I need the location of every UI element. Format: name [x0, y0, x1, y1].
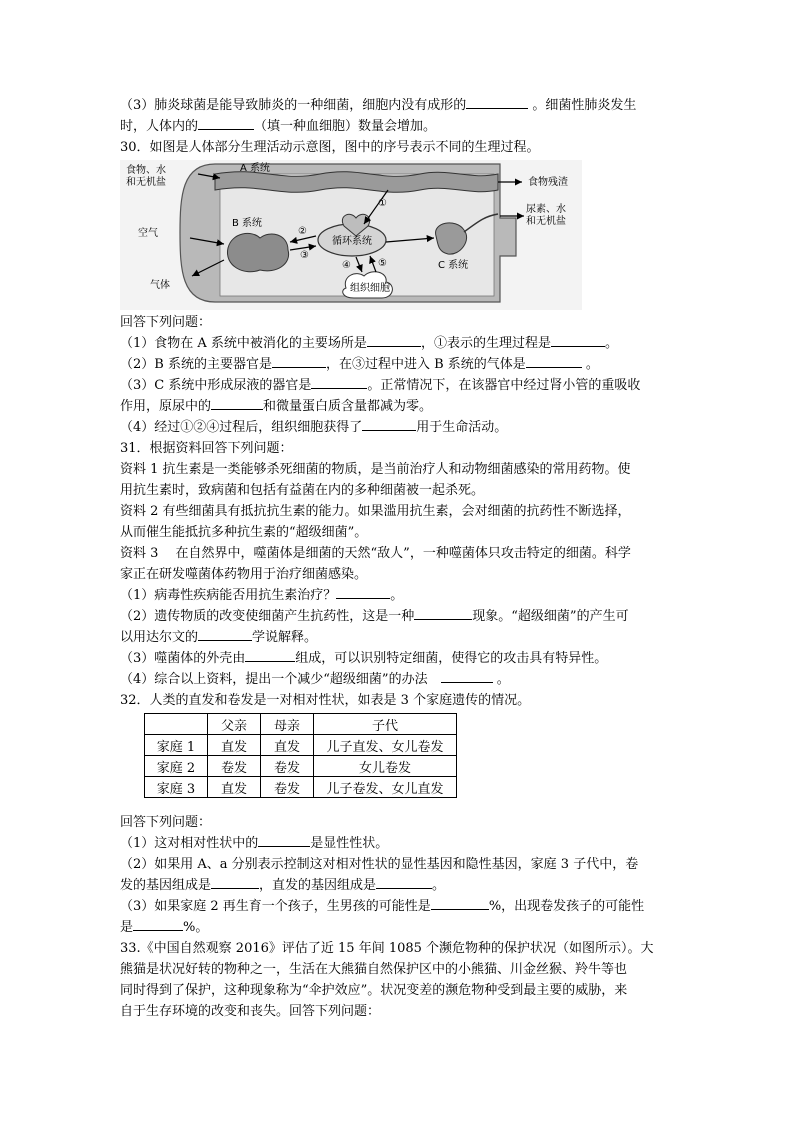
label-num-5: ⑤ [378, 258, 387, 269]
label-num-3: ③ [300, 250, 309, 261]
label-num-2: ② [298, 226, 307, 237]
answer-blank[interactable] [441, 669, 493, 683]
table-row [145, 777, 457, 798]
q31-material-2b: 从而催生能抵抗多种抗生素的“超级细菌”。 [120, 525, 368, 540]
table-header-cell: 母亲 [261, 714, 314, 735]
q32-answer-prompt: 回答下列问题： [120, 815, 212, 830]
table-cell: 直发 [208, 735, 261, 756]
answer-blank[interactable] [376, 875, 432, 889]
answer-blank[interactable] [198, 116, 254, 130]
table-header-cell: 父亲 [208, 714, 261, 735]
table-cell: 直发 [208, 777, 261, 798]
answer-blank[interactable] [258, 833, 310, 847]
answer-blank[interactable] [362, 417, 416, 431]
answer-blank[interactable] [245, 648, 295, 662]
answer-blank[interactable] [198, 627, 252, 641]
table-cell: 直发 [261, 735, 314, 756]
exam-page [120, 95, 680, 1022]
q31-material-2a: 资料 2 有些细菌具有抵抗抗生素的能力。如果滥用抗生素，会对细菌的抗药性不断选择， [120, 504, 631, 519]
label-circulation: 循环系统 [332, 236, 372, 247]
label-tissue: 组织细胞 [350, 283, 390, 294]
q31-2-line1: （2）遗传物质的改变使细菌产生抗药性，这是一种 现象。“超级细菌”的产生可 [120, 606, 680, 627]
q30-4: （4）经过①②④过程后，组织细胞获得了 用于生命活动。 [120, 417, 680, 438]
q32-1: （1）这对相对性状中的 是显性性状。 [120, 833, 680, 854]
q31-material-3b: 家正在研发噬菌体药物用于治疗细菌感染。 [120, 567, 368, 582]
label-urea-out-2: 和无机盐 [526, 216, 566, 227]
q31-4: （4）综合以上资料，提出一个减少“超级细菌”的办法 。 [120, 669, 680, 690]
answer-blank[interactable] [211, 875, 259, 889]
q32-2-line1: （2）如果用 A、a 分别表示控制这对相对性状的显性基因和隐性基因，家庭 3 子代中，卷 [120, 857, 639, 872]
q31-material-1a: 资料 1 抗生素是一类能够杀死细菌的物质，是当前治疗人和动物细菌感染的常用药物。使 [120, 462, 631, 477]
answer-blank[interactable] [431, 896, 489, 910]
table-cell: 卷发 [261, 756, 314, 777]
q31-material-3a: 资料 3 在自然界中，噬菌体是细菌的天然“敌人”，一种噬菌体只攻击特定的细菌。科学 [120, 546, 631, 561]
label-gas: 气体 [150, 280, 170, 291]
table-cell: 儿子卷发、女儿直发 [314, 777, 457, 798]
label-air: 空气 [138, 228, 158, 239]
q33-line1: 33.《中国自然观察 2016》评估了近 15 年间 1085 个濒危物种的保护状况（如图所示）。大 [120, 941, 654, 956]
q31-material-1b: 用抗生素时，致病菌和包括有益菌在内的多种细菌被一起杀死。 [120, 483, 485, 498]
table-row [145, 735, 457, 756]
q30-answer-prompt: 回答下列问题： [120, 315, 212, 330]
table-row [145, 756, 457, 777]
q31-3: （3）噬菌体的外壳由 组成，可以识别特定细菌，使得它的攻击具有特异性。 [120, 648, 680, 669]
q33-line3: 同时得到了保护，这种现象称为“伞护效应”。状况变差的濒危物种受到最主要的威胁，来 [120, 983, 628, 998]
lungs-shape [227, 233, 288, 271]
physiology-diagram-svg [120, 160, 582, 310]
table-cell: 家庭 1 [145, 735, 208, 756]
table-cell: 儿子直发、女儿卷发 [314, 735, 457, 756]
table-cell: 家庭 3 [145, 777, 208, 798]
answer-blank[interactable] [414, 606, 472, 620]
label-food-in-1: 食物、水 [126, 165, 166, 176]
answer-blank[interactable] [466, 95, 528, 109]
answer-blank[interactable] [551, 333, 605, 347]
table-cell: 卷发 [208, 756, 261, 777]
q30-3-line2: 作用，原尿中的 和微量蛋白质含量都减为零。 [120, 396, 680, 417]
label-food-residue: 食物残渣 [528, 177, 568, 188]
answer-blank[interactable] [211, 396, 263, 410]
q29-3-line2: 时，人体内的 （填一种血细胞）数量会增加。 [120, 116, 680, 137]
label-system-c: C 系统 [438, 260, 469, 271]
physiology-diagram [120, 160, 582, 310]
table-header-cell: 子代 [314, 714, 457, 735]
heredity-table [144, 713, 457, 798]
answer-blank[interactable] [526, 354, 582, 368]
q32-3-line1: （3）如果家庭 2 再生育一个孩子，生男孩的可能性是 %，出现卷发孩子的可能性 [120, 896, 680, 917]
q31-title: 31．根据资料回答下列问题： [120, 441, 293, 456]
q31-1: （1）病毒性疾病能否用抗生素治疗？ 。 [120, 585, 680, 606]
table-header-row [145, 714, 457, 735]
answer-blank[interactable] [311, 375, 367, 389]
label-urea-out-1: 尿素、水 [526, 204, 566, 215]
q29-3-line1: （3）肺炎球菌是能导致肺炎的一种细菌，细胞内没有成形的 。细菌性肺炎发生 [120, 95, 680, 116]
q30-2: （2）B 系统的主要器官是 ，在③过程中进入 B 系统的气体是 。 [120, 354, 680, 375]
table-header-cell [145, 714, 208, 735]
q30-3-line1: （3）C 系统中形成尿液的器官是 。正常情况下，在该器官中经过肾小管的重吸收 [120, 375, 680, 396]
answer-blank[interactable] [272, 354, 326, 368]
table-cell: 卷发 [261, 777, 314, 798]
label-num-1: ① [378, 198, 387, 209]
q32-2-line2: 发的基因组成是 ，直发的基因组成是 。 [120, 875, 680, 896]
answer-blank[interactable] [367, 333, 421, 347]
label-system-b: B 系统 [232, 218, 263, 229]
label-system-a: A 系统 [240, 163, 271, 174]
q31-2-line2: 以用达尔文的 学说解释。 [120, 627, 680, 648]
label-food-in-2: 和无机盐 [126, 177, 166, 188]
q33-line4: 自于生存环境的改变和丧失。回答下列问题： [120, 1004, 381, 1019]
q33-line2: 熊猫是状况好转的物种之一，生活在大熊猫自然保护区中的小熊猫、川金丝猴、羚牛等也 [120, 962, 628, 977]
label-num-4: ④ [342, 260, 351, 271]
q30-title: 30．如图是人体部分生理活动示意图，图中的序号表示不同的生理过程。 [120, 140, 540, 155]
table-cell: 女儿卷发 [314, 756, 457, 777]
table-cell: 家庭 2 [145, 756, 208, 777]
answer-blank[interactable] [336, 585, 390, 599]
q32-title: 32．人类的直发和卷发是一对相对性状，如表是 3 个家庭遗传的情况。 [120, 693, 531, 708]
answer-blank[interactable] [133, 917, 183, 931]
q32-3-line2: 是 %。 [120, 917, 680, 938]
q30-1: （1）食物在 A 系统中被消化的主要场所是 ，①表示的生理过程是 。 [120, 333, 680, 354]
